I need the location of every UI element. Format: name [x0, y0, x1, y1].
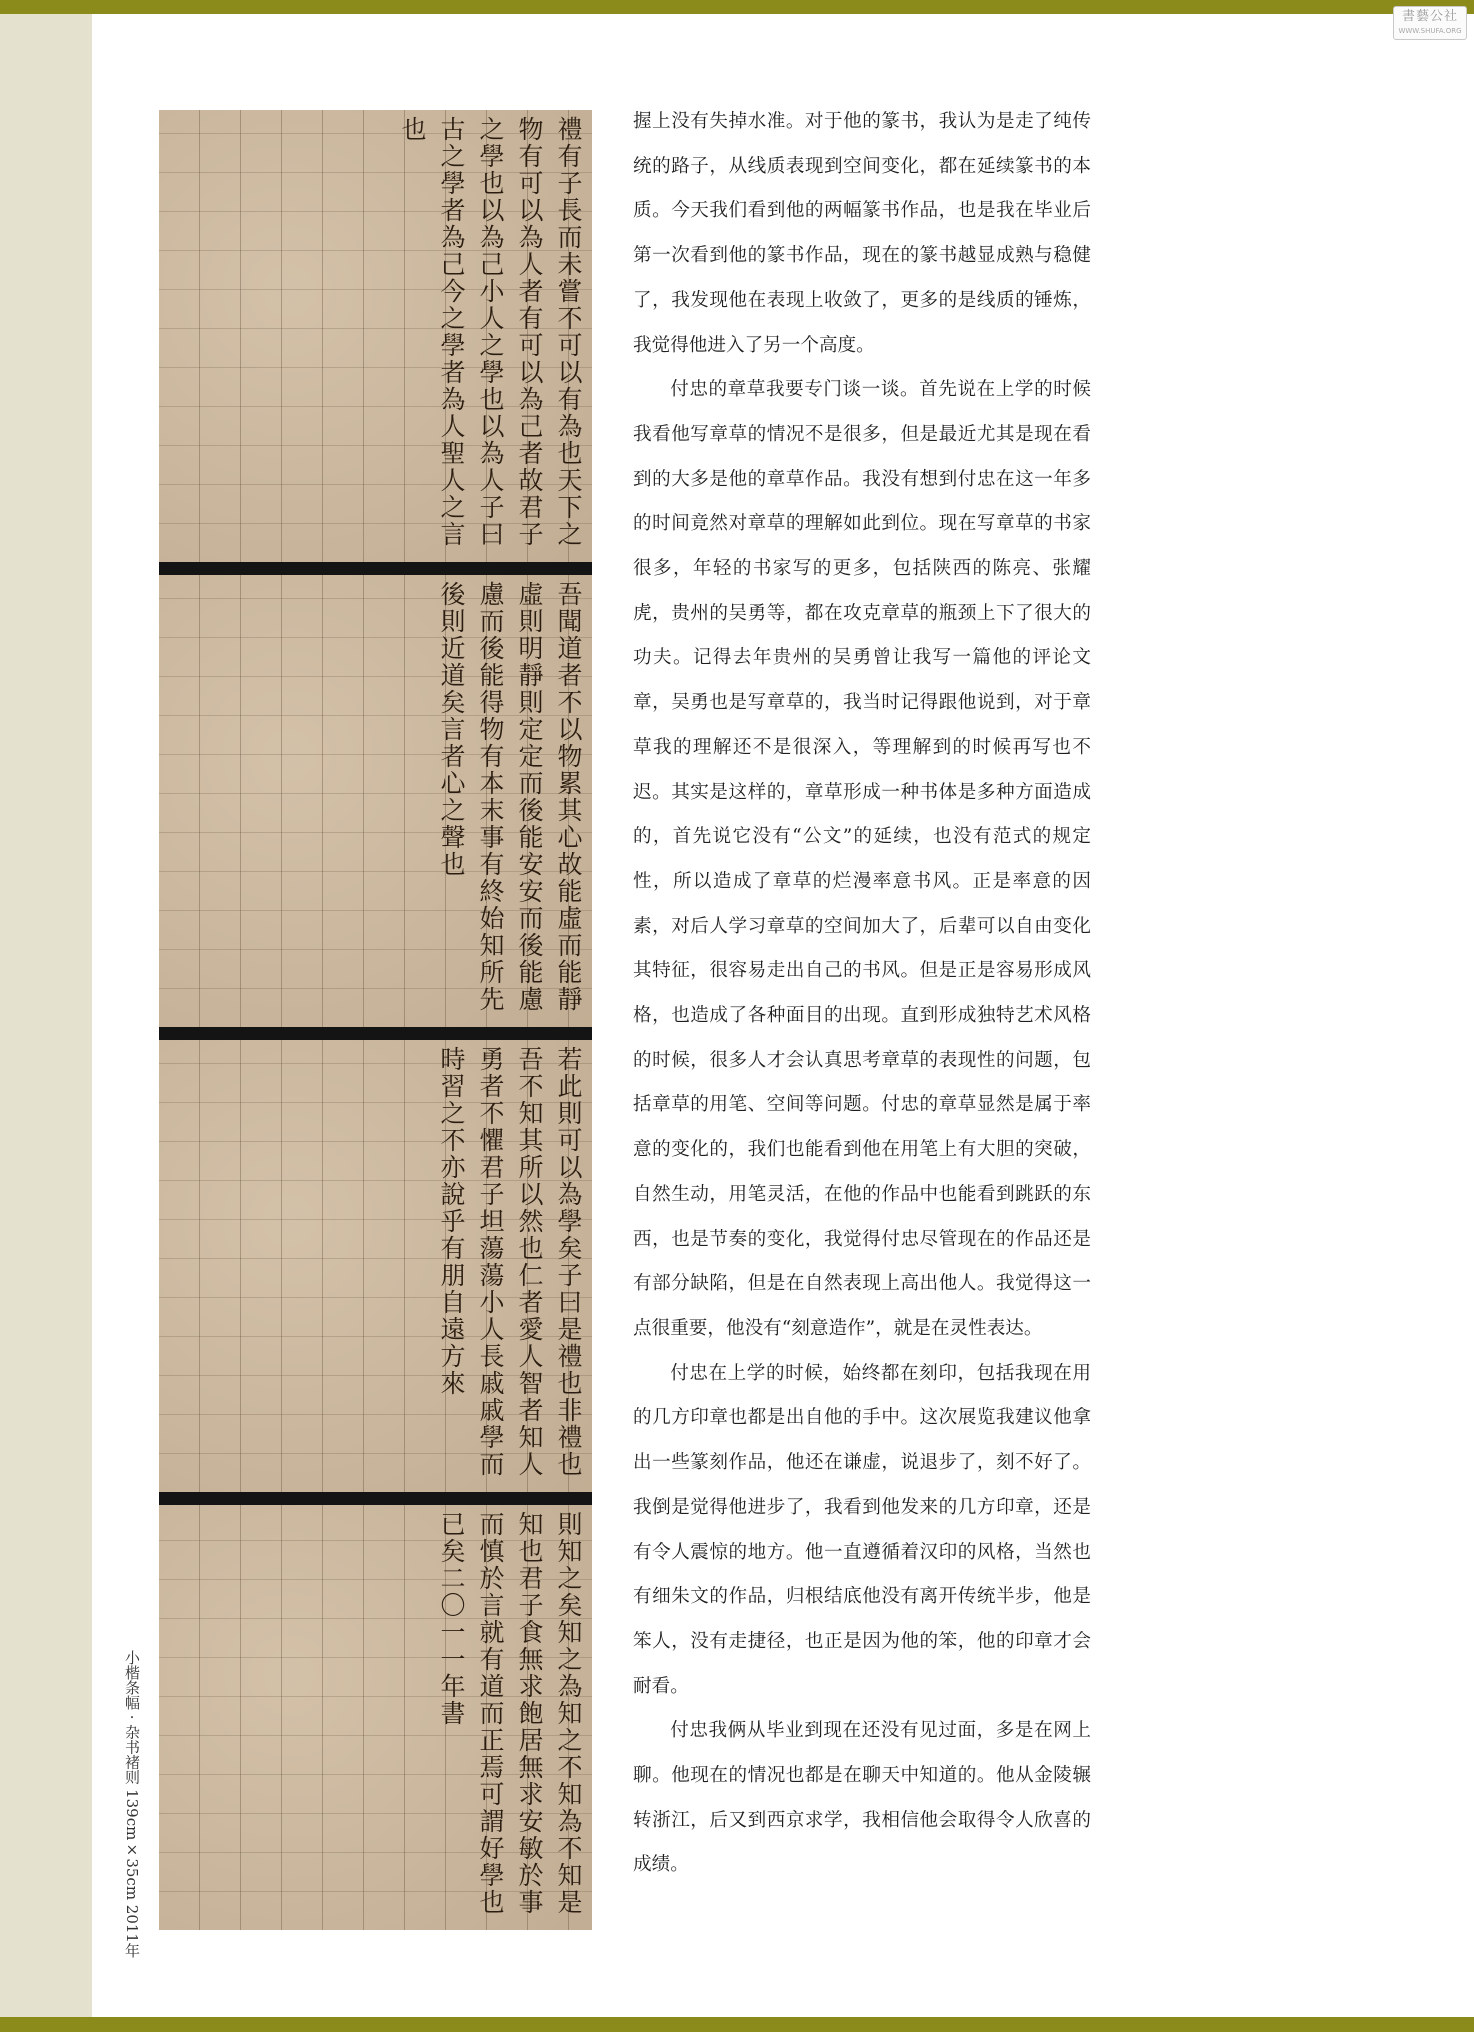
calligraphy-panel-3: 若此則可以為學矣子曰是禮也非禮也吾不知其所以然也仁者愛人智者知人勇者不懼君子坦蕩蕩小人長戚戚學而時習之不亦說乎有朋自遠方來	[159, 1040, 592, 1492]
paragraph: 付忠我俩从毕业到现在还没有见过面，多是在网上聊。他现在的情况也都是在聊天中知道的。他从金陵辗转浙江，后又到西京求学，我相信他会取得令人欣喜的成绩。	[633, 1720, 1091, 1876]
watermark-logo	[1393, 6, 1467, 40]
artwork-caption	[122, 1650, 143, 1958]
panel-divider	[159, 1027, 592, 1040]
calligraphy-artwork	[159, 110, 592, 1930]
top-border-bar	[0, 0, 1474, 14]
paragraph: 握上没有失掉水准。对于他的篆书，我认为是走了纯传统的路子，从线质表现到空间变化，都在延续篆书的本质。今天我们看到他的两幅篆书作品，也是我在毕业后第一次看到他的篆书作品，现在的篆书越显成熟与稳健了，我发现他在表现上收敛了，更多的是线质的锤炼，我觉得他进入了另一个高度。	[633, 111, 1091, 356]
panel-divider	[159, 562, 592, 575]
panel-divider	[159, 1492, 592, 1505]
bottom-border-bar	[0, 2017, 1474, 2032]
paragraph: 付忠在上学的时候，始终都在刻印，包括我现在用的几方印章也都是出自他的手中。这次展览我建议他拿出一些篆刻作品，他还在谦虚，说退步了，刻不好了。我倒是觉得他进步了，我看到他发来的几方印章，还是有令人震惊的地方。他一直遵循着汉印的风格，当然也有细朱文的作品，归根结底他没有离开传统半步，他是笨人，没有走捷径，也正是因为他的笨，他的印章才会耐看。	[633, 1362, 1091, 1697]
left-margin-strip	[0, 14, 92, 2017]
calligraphy-panel-1: 禮有子長而未嘗不可以有為也天下之物有可以為人者有可以為己者故君子之學也以為己小人之學也以為人子曰古之學者為己今之學者為人聖人之言也	[159, 110, 592, 562]
watermark-url: WWW.SHUFA.ORG	[1398, 27, 1462, 35]
watermark-title: 書藝公社	[1401, 9, 1458, 24]
caption-text: 小楷条幅 · 杂书褚则 139cm×35cm 2011年	[123, 1650, 141, 1958]
calligraphy-panel-2: 吾聞道者不以物累其心故能虛而能靜虛則明靜則定定而後能安安而後能慮慮而後能得物有本末事有終始知所先後則近道矣言者心之聲也	[159, 575, 592, 1027]
article-body	[633, 100, 1091, 1888]
calligraphy-panel-4: 則知之矣知之為知之不知為不知是知也君子食無求飽居無求安敏於事而慎於言就有道而正焉可謂好學也已矣二〇一一年書	[159, 1505, 592, 1930]
paragraph: 付忠的章草我要专门谈一谈。首先说在上学的时候我看他写章草的情况不是很多，但是最近尤其是现在看到的大多是他的章草作品。我没有想到付忠在这一年多的时间竟然对章草的理解如此到位。现在写章草的书家很多，年轻的书家写的更多，包括陕西的陈亮、张耀虎，贵州的吴勇等，都在攻克章草的瓶颈上下了很大的功夫。记得去年贵州的吴勇曾让我写一篇他的评论文章，吴勇也是写章草的，我当时记得跟他说到，对于章草我的理解还不是很深入，等理解到的时候再写也不迟。其实是这样的，章草形成一种书体是多种方面造成的，首先说它没有“公文”的延续，也没有范式的规定性，所以造成了章草的烂漫率意书风。正是率意的因素，对后人学习章草的空间加大了，后辈可以自由变化其特征，很容易走出自己的书风。但是正是容易形成风格，也造成了各种面目的出现。直到形成独特艺术风格的时候，很多人才会认真思考章草的表现性的问题，包括章草的用笔、空间等问题。付忠的章草显然是属于率意的变化的，我们也能看到他在用笔上有大胆的突破，自然生动，用笔灵活，在他的作品中也能看到跳跃的东西，也是节奏的变化，我觉得付忠尽管现在的作品还是有部分缺陷，但是在自然表现上高出他人。我觉得这一点很重要，他没有“刻意造作”，就是在灵性表达。	[633, 379, 1091, 1339]
